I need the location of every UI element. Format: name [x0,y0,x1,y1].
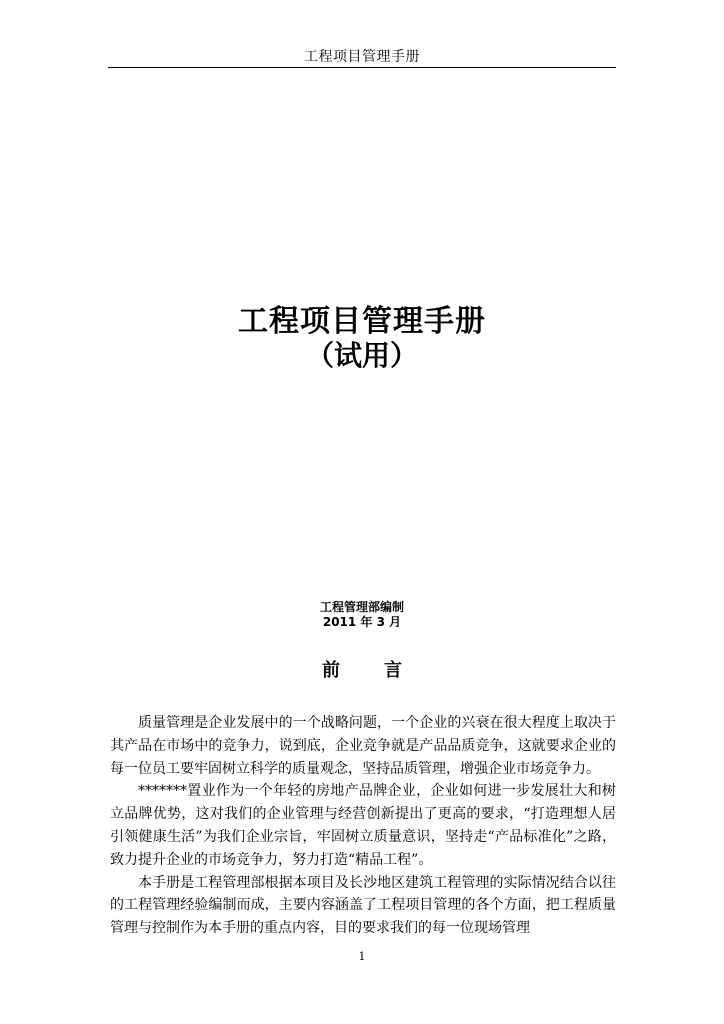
editor-credit: 工程管理部编制 [319,600,404,614]
preface-heading-left: 前 [322,660,340,681]
preface-heading [0,656,724,682]
preface-heading-right: 言 [384,660,402,681]
preface-paragraph: *******置业作为一个年轻的房地产品牌企业，企业如何进一步发展壮大和树立品牌优势，这对我们的企业管理与经营创新提出了更高的要求，“打造理想人居 引领健康生活”为我们企业宗旨，牢固树立质量意识，坚持走“产品标准化”之路，致力提升企业的市场竞争力，努力打造“精品工程”。 [110,783,630,868]
preface-paragraph: 本手册是工程管理部根据本项目及长沙地区建筑工程管理的实际情况结合以往的工程管理经验编制而成，主要内容涵盖了工程项目管理的各个方面，把工程质量管理与控制作为本手册的重点内容，目的要求我们的每一位现场管理 [110,874,616,937]
page-number: 1 [358,950,366,963]
preface-body [110,712,630,940]
document-subtitle: （试用） [305,339,418,372]
running-header: 工程项目管理手册 [304,49,420,65]
header-rule [108,67,616,68]
preface-paragraph: 质量管理是企业发展中的一个战略问题，一个企业的兴衰在很大程度上取决于其产品在市场中的竞争力，说到底，企业竞争就是产品品质竞争，这就要求企业的每一位员工要牢固树立科学的质量观念，坚持品质管理，增强企业市场竞争力。 [110,715,616,777]
document-title: 工程项目管理手册 [238,304,486,339]
publication-date: 2011 年 3 月 [322,615,402,629]
